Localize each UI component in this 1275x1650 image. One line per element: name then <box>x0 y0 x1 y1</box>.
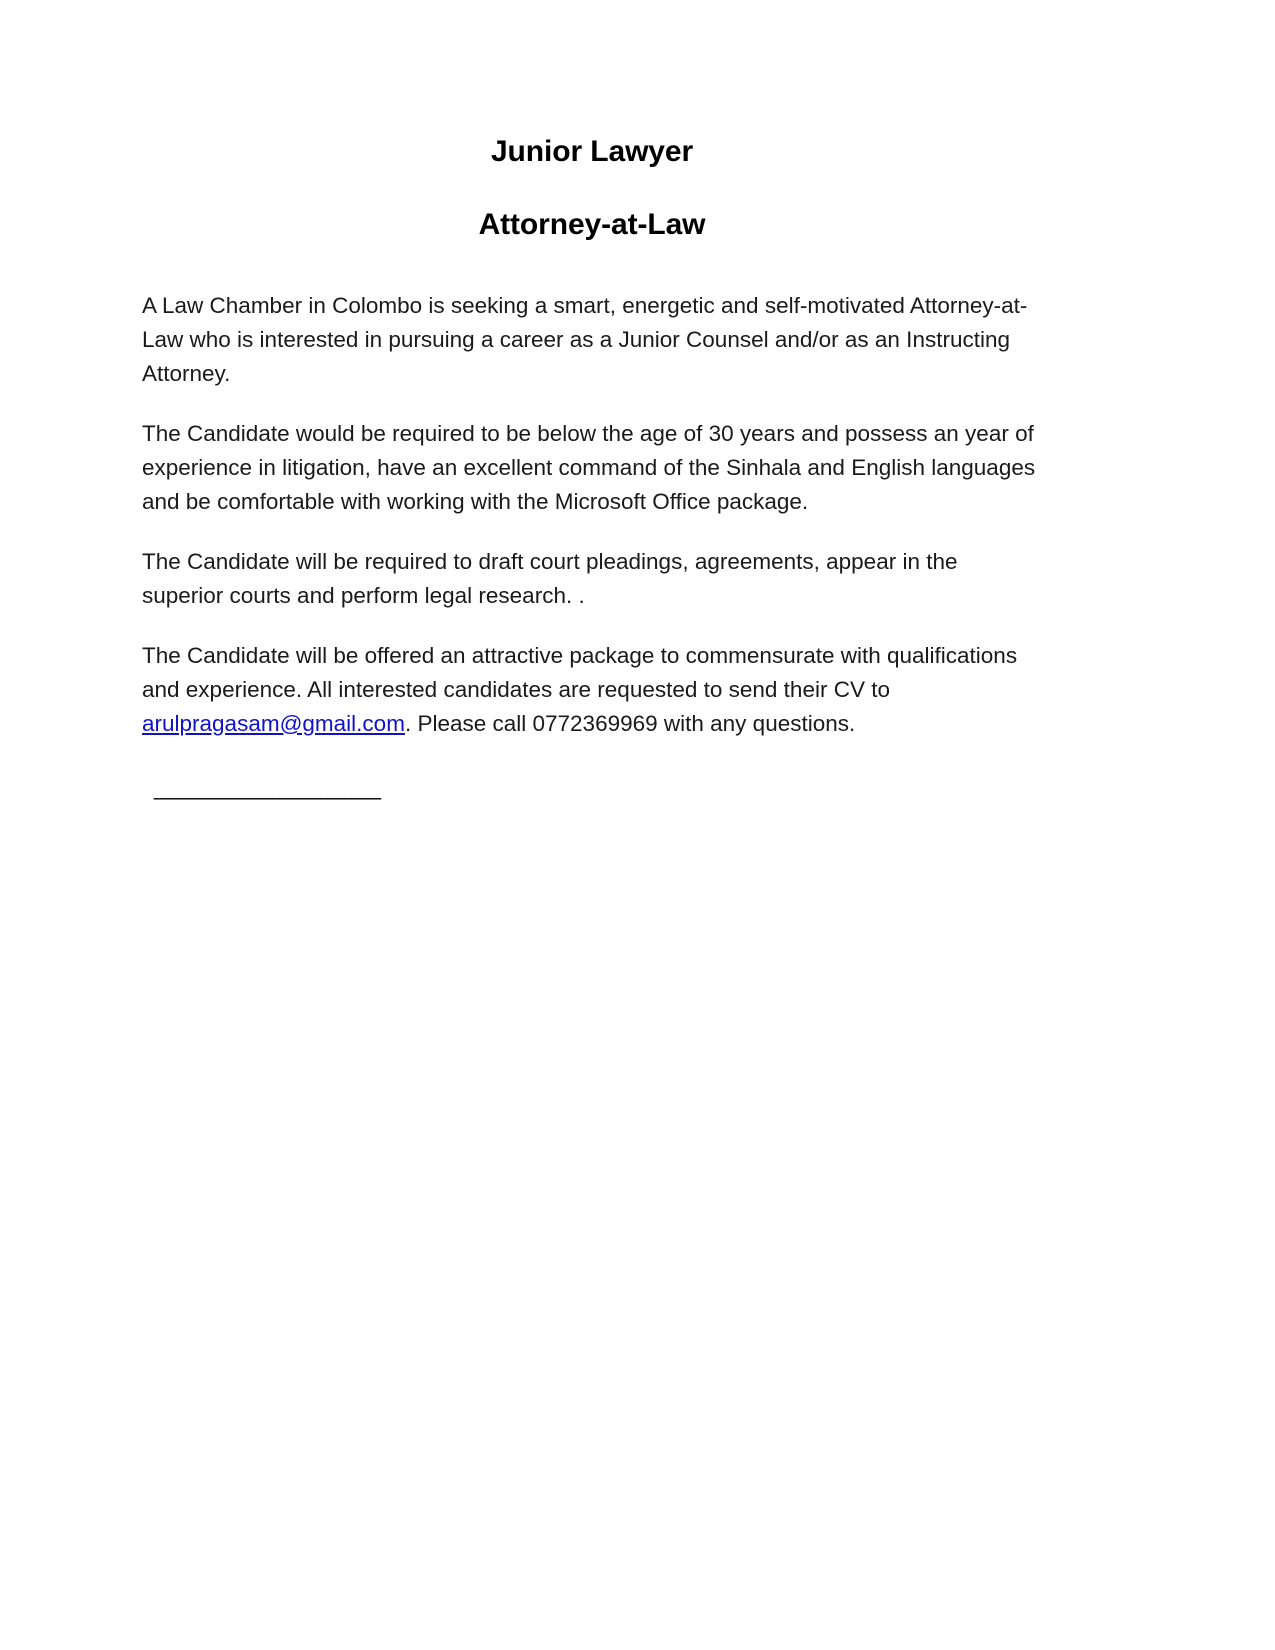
divider: ___________________ <box>154 774 381 800</box>
closing-text-before-email: The Candidate will be offered an attractive package to commensurate with qualifications and experience. All interested candidates are requested to send their CV to <box>142 642 1018 702</box>
paragraph-requirements: The Candidate would be required to be below the age of 30 years and possess an year of experience in litigation, have an excellent command of the Sinhala and English languages and be comfortable with working with the Microsoft Office package. <box>142 420 1036 514</box>
page-title-secondary: Attorney-at-Law <box>478 208 706 242</box>
page-title-primary: Junior Lawyer <box>490 135 694 168</box>
email-link[interactable]: arulpragasam@gmail.com <box>142 710 405 736</box>
document-content <box>142 134 1042 805</box>
paragraph-intro: A Law Chamber in Colombo is seeking a smart, energetic and self-motivated Attorney-at-Law who is interested in pursuing a career as a Junior Counsel and/or as an Instructing Attorney. <box>142 292 1028 386</box>
closing-text-after-email: . Please call 0772369969 with any questions. <box>404 710 856 736</box>
paragraph-duties: The Candidate will be required to draft court pleadings, agreements, appear in the superior courts and perform legal research. . <box>142 548 958 608</box>
paragraph-closing <box>142 613 1042 741</box>
